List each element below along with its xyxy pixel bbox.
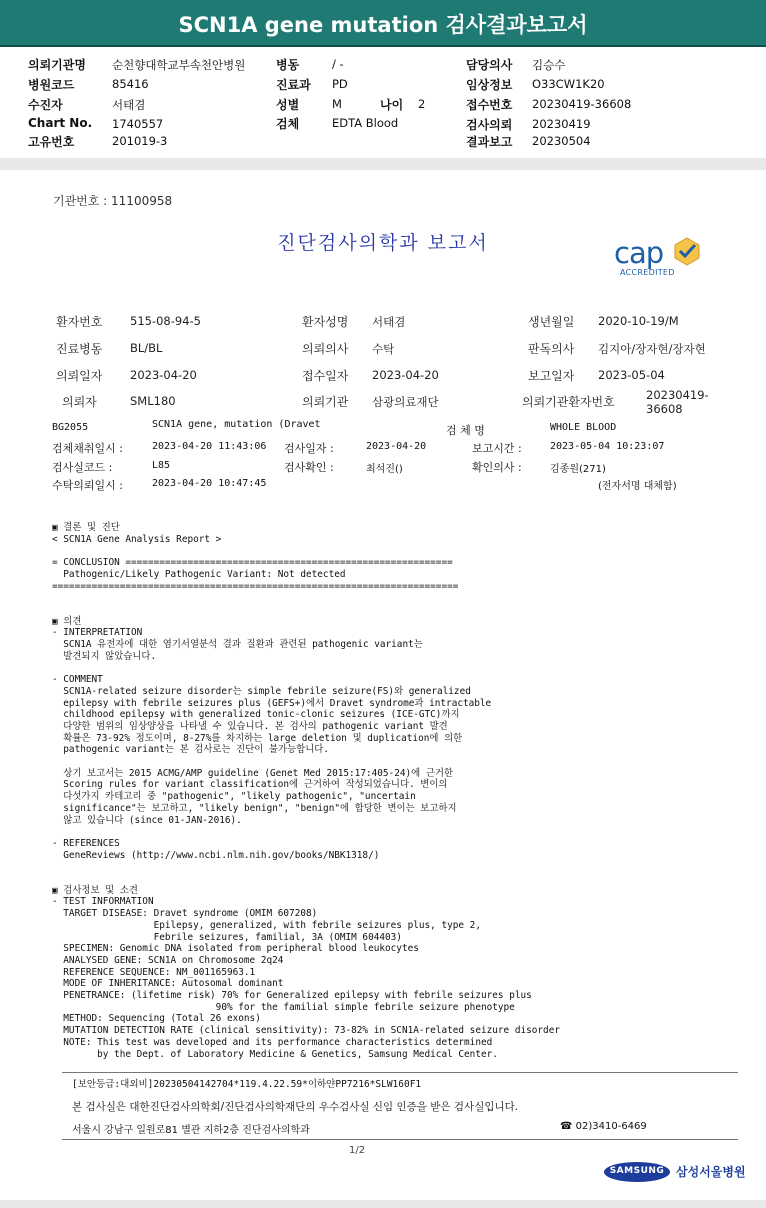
lab-address: 서울시 강남구 일원로81 별관 지하2층 진단검사의학과 <box>72 1125 310 1136</box>
report-body-line: MUTATION DETECTION RATE (clinical sensitivity): 73-82% in SCN1A-related seizure disorder <box>52 1025 560 1037</box>
report-body-line: 상기 보고서는 2015 ACMG/AMP guideline (Genet Med 2015:17:405-24)에 근거한 <box>52 767 453 779</box>
report-body-line: 발견되지 않았습니다. <box>52 650 157 662</box>
report-title: 진단검사의학과 보고서 <box>277 232 489 254</box>
report-body-line: - TEST INFORMATION <box>52 896 154 908</box>
lab-code-label: 검사실코드 : <box>52 461 113 474</box>
confirm-value: 김종원(271) <box>550 464 606 475</box>
receipt-date-label: 접수일자 <box>302 369 349 383</box>
sex-value: M <box>332 97 342 111</box>
report-body-line: childhood epilepsy with generalized tonic-clonic seizures (ICE-GTC)까지 <box>52 709 460 721</box>
security-line: [보안등급:대외비]20230504142704*119.4.22.59*이하얀PP7216*SLW160F1 <box>72 1079 422 1090</box>
result-date-value: 20230504 <box>532 134 591 148</box>
report-body-line: SCN1A 유전자에 대한 염기서열분석 결과 질환과 관련된 pathogenic variant는 <box>52 639 423 650</box>
req-doctor-label: 의뢰의사 <box>302 342 349 356</box>
institution-value: 순천향대학교부속천안병원 <box>112 58 246 72</box>
test-date-label: 검사일자 : <box>284 442 334 455</box>
reading-doctor-value: 김지아/장자현/장자현 <box>598 342 706 356</box>
lab-number: 기관번호 : 11100958 <box>53 194 173 208</box>
lab-code-value: L85 <box>152 460 171 471</box>
report-time-label: 보고시간 : <box>472 442 522 455</box>
test-code: BG2055 <box>52 422 89 433</box>
collect-value: 2023-04-20 11:43:06 <box>152 441 267 452</box>
patient-no-label: 환자번호 <box>56 315 103 329</box>
requester-label: 의뢰자 <box>62 395 97 409</box>
req-date-value: 2023-04-20 <box>130 368 197 382</box>
patient-no-value: 515-08-94-5 <box>130 314 201 328</box>
report-body-line: pathogenic variant는 본 검사로는 진단이 불가능합니다. <box>52 744 329 756</box>
report-body-line: MODE OF INHERITANCE: Autosomal dominant <box>52 978 284 990</box>
test-date-value: 2023-04-20 <box>366 441 427 452</box>
sex-label: 성별 <box>276 98 300 112</box>
report-body-line: - INTERPRETATION <box>52 627 143 639</box>
report-body-line: TARGET DISEASE: Dravet syndrome (OMIM 607208) <box>52 908 318 920</box>
dob-value: 2020-10-19/M <box>598 314 679 328</box>
patient-name-value: 서태겸 <box>372 315 406 329</box>
report-date-value: 2023-05-04 <box>598 368 665 382</box>
report-body-line: epilepsy with febrile seizures plus (GEFS+)에서 Dravet syndrome과 intractable <box>52 697 492 709</box>
title-bar <box>0 0 766 47</box>
report-body-line: 다섯가지 카테고리 중 "pathogenic", "likely pathogenic", "uncertain <box>52 791 416 803</box>
verify-label: 검사확인 : <box>284 461 334 474</box>
report-body-line: Epilepsy, generalized, with febrile seizures plus, type 2, <box>52 919 481 931</box>
ward-value: / - <box>332 57 344 71</box>
report-body-line: PENETRANCE: (lifetime risk) 70% for Generalized epilepsy with febrile seizures plus <box>52 990 532 1001</box>
institution-label: 의뢰기관명 <box>28 58 86 72</box>
report-body-line: GeneReviews (http://www.ncbi.nlm.nih.gov/books/NBK1318/) <box>52 849 380 861</box>
entrust-value: 2023-04-20 10:47:45 <box>152 478 267 489</box>
collect-label: 검체채취일시 : <box>52 442 123 455</box>
page-title: SCN1A gene mutation 검사결과보고서 <box>178 13 588 37</box>
ward-label: 병동 <box>276 58 300 72</box>
receipt-value: 20230419-36608 <box>532 97 632 111</box>
inst-patient-no-value-2: 36608 <box>646 402 683 416</box>
entrust-label: 수탁의뢰일시 : <box>52 479 123 492</box>
specimen-label: 검체 <box>276 117 300 131</box>
report-date-label: 보고일자 <box>528 369 575 383</box>
age-value: 2 <box>418 97 426 111</box>
ward-field-value: BL/BL <box>130 341 163 355</box>
cap-accredited-text: ACCREDITED <box>620 268 675 277</box>
footer-rule-bottom <box>62 1139 738 1140</box>
ward-field-label: 진료병동 <box>56 342 103 356</box>
cap-accredited-logo <box>612 234 712 280</box>
inst-patient-no-value-1: 20230419- <box>646 388 709 402</box>
req-inst-value: 삼광의료재단 <box>372 395 439 409</box>
hospital-name: 삼성서울병원 <box>676 1165 746 1179</box>
report-body-line: 않고 있습니다 (since 01-JAN-2016). <box>52 814 242 826</box>
report-body-line: SPECIMEN: Genomic DNA isolated from peripheral blood leukocytes <box>52 943 419 955</box>
info-specimen-value: WHOLE BLOOD <box>550 422 617 433</box>
age-label: 나이 <box>380 98 404 112</box>
cap-logo-word: cap <box>614 236 664 270</box>
report-body-line: ▣ 의견 <box>52 615 82 627</box>
report-body-line: - REFERENCES <box>52 837 120 849</box>
esign-note: (전자서명 대체함) <box>598 481 677 492</box>
request-date-value: 20230419 <box>532 117 591 131</box>
report-body-line: 확률은 73-92% 정도이며, 8-27%를 차지하는 large deletion 및 duplication에 의한 <box>52 732 463 744</box>
receipt-label: 접수번호 <box>466 98 513 112</box>
req-date-label: 의뢰일자 <box>56 369 103 383</box>
receipt-date-value: 2023-04-20 <box>372 368 439 382</box>
result-date-label: 결과보고 <box>466 135 513 149</box>
clinical-value: O33CW1K20 <box>532 77 605 91</box>
req-inst-label: 의뢰기관 <box>302 395 349 409</box>
dept-value: PD <box>332 77 348 91</box>
chart-value: 1740557 <box>112 117 164 131</box>
samsung-logo <box>604 1162 670 1182</box>
report-body-line: REFERENCE SEQUENCE: NM_001165963.1 <box>52 966 256 978</box>
test-name: SCN1A gene, mutation (Dravet <box>152 419 321 430</box>
dob-label: 생년월일 <box>528 315 575 329</box>
patient-value: 서태겸 <box>112 98 146 112</box>
report-body-line: < SCN1A Gene Analysis Report > <box>52 533 222 545</box>
certification-text: 본 검사실은 대한진단검사의학회/진단검사의학재단의 우수검사실 신임 인증을 받은 검사실입니다. <box>72 1101 519 1113</box>
hospital-code-label: 병원코드 <box>28 78 75 92</box>
page-number: 1/2 <box>349 1145 366 1156</box>
confirm-label: 확인의사 : <box>472 461 522 474</box>
dept-label: 진료과 <box>276 78 311 92</box>
report-body-line: 90% for the familial simple febrile seizure phenotype <box>52 1001 515 1013</box>
footer-rule-top <box>62 1072 738 1073</box>
inst-patient-no-label: 의뢰기관환자번호 <box>522 395 615 409</box>
bottom-band <box>0 1200 766 1208</box>
samsung-logo-text: SAMSUNG <box>609 1166 665 1176</box>
verify-value: 최석진() <box>366 464 403 475</box>
report-time-value: 2023-05-04 10:23:07 <box>550 441 665 452</box>
report-body-line: significance"는 보고하고, "likely benign", "benign"에 합당한 변이는 보고하지 <box>52 802 457 814</box>
req-doctor-value: 수탁 <box>372 342 395 356</box>
reading-doctor-label: 판독의사 <box>528 342 575 356</box>
patient-name-label: 환자성명 <box>302 315 349 329</box>
report-body-line: NOTE: This test was developed and its performance characteristics determined <box>52 1036 493 1048</box>
report-body-line: Pathogenic/Likely Pathogenic Variant: Not detected <box>52 568 346 580</box>
report-body-line: SCN1A-related seizure disorder는 simple febrile seizure(FS)와 generalized <box>52 685 471 697</box>
report-body-line: ▣ 결론 및 진단 <box>52 522 120 533</box>
lab-phone: ☎ 02)3410-6469 <box>560 1121 647 1132</box>
chart-label: Chart No. <box>28 116 93 130</box>
report-body-line: by the Dept. of Laboratory Medicine & Genetics, Samsung Medical Center. <box>52 1048 498 1060</box>
hospital-code-value: 85416 <box>112 77 149 91</box>
request-date-label: 검사의뢰 <box>466 118 513 132</box>
report-body-line: Febrile seizures, familial, 3A (OMIM 604403) <box>52 931 402 943</box>
doctor-value: 김승수 <box>532 58 566 72</box>
report-body-line: 다양한 범위의 임상양상을 나타낼 수 있습니다. 본 검사의 pathogenic variant 발견 <box>52 720 448 732</box>
report-body-line: METHOD: Sequencing (Total 26 exons) <box>52 1013 261 1025</box>
separator-band <box>0 158 766 170</box>
doctor-label: 담당의사 <box>466 58 513 72</box>
info-specimen-label: 검 체 명 <box>446 424 485 437</box>
report-body-line: Scoring rules for variant classification에 근거하여 작성되었습니다. 변이의 <box>52 779 448 791</box>
report-body-line: - COMMENT <box>52 674 103 686</box>
unique-value: 201019-3 <box>112 134 168 148</box>
unique-label: 고유번호 <box>28 135 75 149</box>
report-body-line: ANALYSED GENE: SCN1A on Chromosome 2q24 <box>52 954 284 966</box>
report-body-line: = CONCLUSION ========================================================== <box>52 557 453 569</box>
clinical-label: 임상정보 <box>466 78 513 92</box>
report-page <box>0 170 766 1200</box>
specimen-value: EDTA Blood <box>332 116 399 130</box>
cap-checkmark-icon <box>672 236 702 266</box>
requester-value: SML180 <box>130 394 176 408</box>
patient-label: 수진자 <box>28 98 63 112</box>
report-body-line: ======================================================================== <box>52 580 459 592</box>
report-body-line: ▣ 검사정보 및 소견 <box>52 884 138 896</box>
